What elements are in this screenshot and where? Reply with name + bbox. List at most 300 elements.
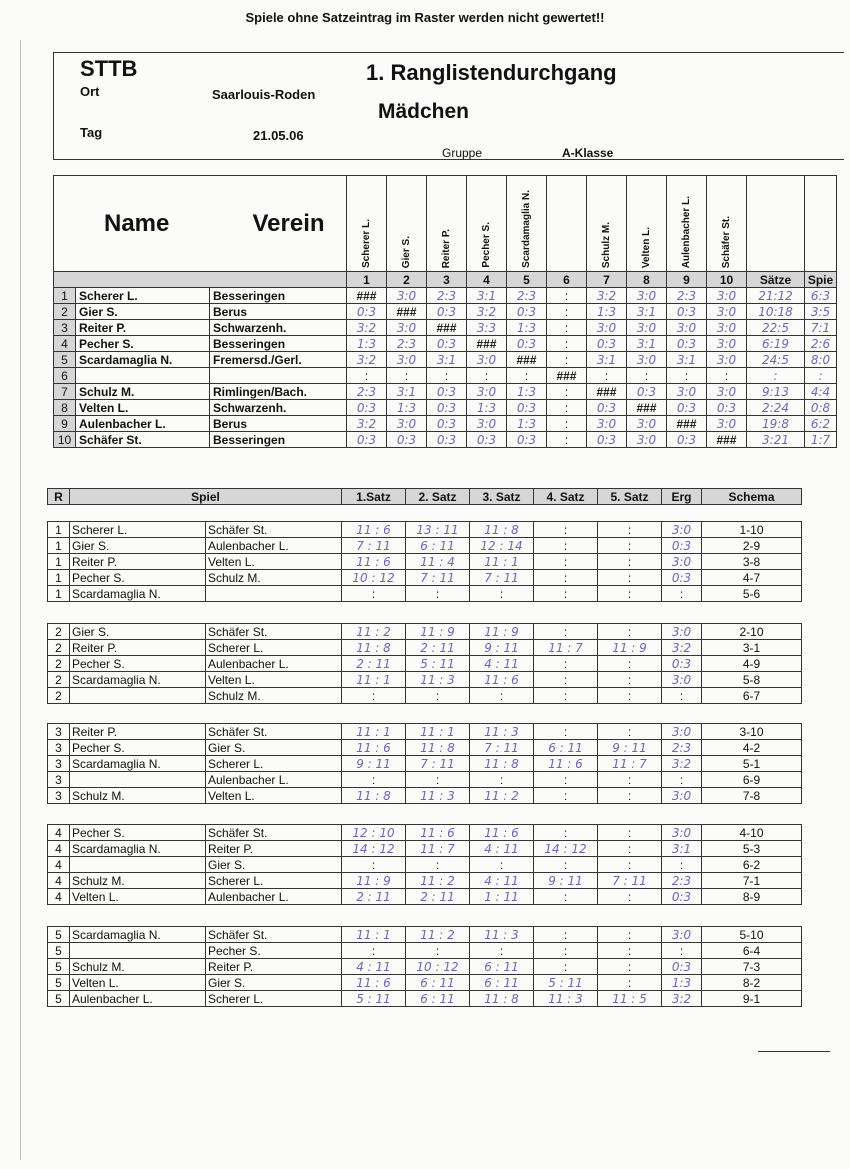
saetze-cell: 9:13 bbox=[747, 384, 805, 400]
player-two: Reiter P. bbox=[206, 959, 342, 975]
result-cell: 0:3 bbox=[387, 432, 427, 448]
col-header-player bbox=[667, 176, 707, 272]
set-score: : bbox=[534, 688, 598, 704]
match-result: 0:3 bbox=[662, 570, 702, 586]
set-score: : bbox=[406, 586, 470, 602]
set-score: : bbox=[598, 889, 662, 905]
set-score: : bbox=[534, 788, 598, 804]
schema-value: 5-10 bbox=[702, 927, 802, 943]
schema-value: 6-4 bbox=[702, 943, 802, 959]
result-cell: 3:2 bbox=[467, 304, 507, 320]
saetze-cell: : bbox=[747, 368, 805, 384]
result-cell: 0:3 bbox=[627, 384, 667, 400]
round-number: 4 bbox=[48, 889, 70, 905]
player-club: Besseringen bbox=[210, 288, 347, 304]
set-score: 11 : 1 bbox=[470, 554, 534, 570]
set-score: : bbox=[470, 586, 534, 602]
round-table bbox=[47, 824, 802, 905]
result-cell: 0:3 bbox=[507, 336, 547, 352]
result-cell: : bbox=[547, 304, 587, 320]
player-one: Scardamaglia N. bbox=[70, 586, 206, 602]
set-score: : bbox=[406, 857, 470, 873]
spiele-header: Spie bbox=[805, 272, 837, 288]
result-cell: 3:2 bbox=[347, 352, 387, 368]
player-two: Schäfer St. bbox=[206, 624, 342, 640]
result-cell: 0:3 bbox=[667, 336, 707, 352]
col-player-label: Reiter P. bbox=[441, 228, 452, 268]
player-name: Aulenbacher L. bbox=[76, 416, 210, 432]
result-cell: 2:3 bbox=[507, 288, 547, 304]
schema-value: 6-9 bbox=[702, 772, 802, 788]
result-cell: : bbox=[667, 368, 707, 384]
set-score: : bbox=[598, 688, 662, 704]
player-two: Schulz M. bbox=[206, 570, 342, 586]
result-cell: 3:0 bbox=[587, 416, 627, 432]
set-score: : bbox=[470, 943, 534, 959]
schema-value: 9-1 bbox=[702, 991, 802, 1007]
col-header-player bbox=[347, 176, 387, 272]
match-result: 3:0 bbox=[662, 825, 702, 841]
match-row bbox=[48, 640, 802, 656]
result-cell: 0:3 bbox=[667, 432, 707, 448]
result-cell: 3:0 bbox=[467, 416, 507, 432]
player-one: Pecher S. bbox=[70, 825, 206, 841]
player-one: Reiter P. bbox=[70, 554, 206, 570]
set-score: : bbox=[342, 857, 406, 873]
round-number: 1 bbox=[48, 570, 70, 586]
match-result: 3:0 bbox=[662, 522, 702, 538]
ranking-row bbox=[54, 384, 837, 400]
saetze-cell: 3:21 bbox=[747, 432, 805, 448]
round-number: 4 bbox=[48, 841, 70, 857]
set-score: : bbox=[598, 788, 662, 804]
set-score: : bbox=[342, 943, 406, 959]
set-score: 11 : 9 bbox=[342, 873, 406, 889]
set-score: 11 : 6 bbox=[470, 672, 534, 688]
col-number: 5 bbox=[507, 272, 547, 288]
player-club bbox=[210, 368, 347, 384]
round-number: 5 bbox=[48, 927, 70, 943]
result-cell: 1:3 bbox=[387, 400, 427, 416]
spiele-cell: 1:7 bbox=[805, 432, 837, 448]
matches-col-header: 4. Satz bbox=[534, 489, 598, 505]
set-score: 11 : 7 bbox=[598, 756, 662, 772]
result-cell: : bbox=[627, 368, 667, 384]
schema-value: 5-3 bbox=[702, 841, 802, 857]
round-number: 1 bbox=[48, 586, 70, 602]
result-cell: 3:0 bbox=[707, 288, 747, 304]
result-cell: : bbox=[347, 368, 387, 384]
player-name: Pecher S. bbox=[76, 336, 210, 352]
spiele-cell: : bbox=[805, 368, 837, 384]
match-result: 0:3 bbox=[662, 656, 702, 672]
set-score: 11 : 8 bbox=[470, 522, 534, 538]
set-score: 7 : 11 bbox=[342, 538, 406, 554]
player-two: Aulenbacher L. bbox=[206, 538, 342, 554]
round-number: 2 bbox=[48, 656, 70, 672]
result-cell: : bbox=[387, 368, 427, 384]
col-number: 3 bbox=[427, 272, 467, 288]
match-result: 3:0 bbox=[662, 554, 702, 570]
set-score: 11 : 3 bbox=[406, 788, 470, 804]
schema-value: 5-1 bbox=[702, 756, 802, 772]
matches-col-header: Erg bbox=[662, 489, 702, 505]
col-number: 7 bbox=[587, 272, 627, 288]
col-player-label: Gier S. bbox=[401, 235, 412, 268]
diagonal-cell: ### bbox=[387, 304, 427, 320]
set-score: : bbox=[342, 688, 406, 704]
set-score: 12 : 10 bbox=[342, 825, 406, 841]
result-cell: 3:2 bbox=[347, 416, 387, 432]
result-cell: 3:3 bbox=[467, 320, 507, 336]
round-number: 5 bbox=[48, 959, 70, 975]
row-number: 4 bbox=[54, 336, 76, 352]
match-row bbox=[48, 554, 802, 570]
schema-value: 8-2 bbox=[702, 975, 802, 991]
set-score: 11 : 8 bbox=[342, 788, 406, 804]
set-score: 11 : 2 bbox=[342, 624, 406, 640]
set-score: 11 : 6 bbox=[534, 756, 598, 772]
saetze-cell: 10:18 bbox=[747, 304, 805, 320]
row-number: 7 bbox=[54, 384, 76, 400]
schema-value: 4-10 bbox=[702, 825, 802, 841]
schema-value: 3-1 bbox=[702, 640, 802, 656]
result-cell: 0:3 bbox=[587, 400, 627, 416]
player-one: Velten L. bbox=[70, 889, 206, 905]
player-two: Reiter P. bbox=[206, 841, 342, 857]
schema-value: 6-2 bbox=[702, 857, 802, 873]
result-cell: 1:3 bbox=[507, 384, 547, 400]
round-table bbox=[47, 623, 802, 704]
set-score: 11 : 6 bbox=[342, 522, 406, 538]
col-header-player bbox=[467, 176, 507, 272]
player-club: Berus bbox=[210, 416, 347, 432]
player-two: Aulenbacher L. bbox=[206, 889, 342, 905]
player-two: Gier S. bbox=[206, 857, 342, 873]
set-score: : bbox=[598, 841, 662, 857]
saetze-cell: 21:12 bbox=[747, 288, 805, 304]
set-score: 4 : 11 bbox=[470, 841, 534, 857]
match-result: 3:0 bbox=[662, 672, 702, 688]
col-header-player bbox=[627, 176, 667, 272]
ort-label: Ort bbox=[80, 84, 100, 99]
player-name: Velten L. bbox=[76, 400, 210, 416]
result-cell: 1:3 bbox=[587, 304, 627, 320]
set-score: 2 : 11 bbox=[342, 656, 406, 672]
set-score: : bbox=[598, 656, 662, 672]
player-one: Reiter P. bbox=[70, 640, 206, 656]
set-score: 11 : 6 bbox=[342, 554, 406, 570]
set-score: 12 : 14 bbox=[470, 538, 534, 554]
match-result: 3:0 bbox=[662, 724, 702, 740]
set-score: 2 : 11 bbox=[342, 889, 406, 905]
matches-header bbox=[47, 488, 802, 505]
result-cell: : bbox=[467, 368, 507, 384]
player-two: Aulenbacher L. bbox=[206, 656, 342, 672]
round-table bbox=[47, 723, 802, 804]
player-name: Gier S. bbox=[76, 304, 210, 320]
klasse-value: A-Klasse bbox=[562, 146, 614, 160]
player-one bbox=[70, 943, 206, 959]
matches-col-header: 3. Satz bbox=[470, 489, 534, 505]
match-result: 1:3 bbox=[662, 975, 702, 991]
set-score: : bbox=[534, 772, 598, 788]
set-score: : bbox=[534, 538, 598, 554]
result-cell: 0:3 bbox=[467, 432, 507, 448]
result-cell: 0:3 bbox=[427, 384, 467, 400]
player-one: Gier S. bbox=[70, 624, 206, 640]
set-score: 11 : 4 bbox=[406, 554, 470, 570]
set-score: 11 : 1 bbox=[342, 724, 406, 740]
set-score: : bbox=[406, 943, 470, 959]
round-number: 2 bbox=[48, 672, 70, 688]
player-club: Besseringen bbox=[210, 432, 347, 448]
result-cell: 0:3 bbox=[667, 304, 707, 320]
set-score: 9 : 11 bbox=[598, 740, 662, 756]
result-cell: : bbox=[547, 400, 587, 416]
set-score: 4 : 11 bbox=[470, 656, 534, 672]
result-cell: 3:1 bbox=[627, 336, 667, 352]
result-cell: 3:0 bbox=[667, 384, 707, 400]
match-result: 3:0 bbox=[662, 788, 702, 804]
result-cell: 0:3 bbox=[507, 432, 547, 448]
schema-value: 5-6 bbox=[702, 586, 802, 602]
player-one bbox=[70, 688, 206, 704]
player-two: Schulz M. bbox=[206, 688, 342, 704]
player-one: Gier S. bbox=[70, 538, 206, 554]
player-two: Scherer L. bbox=[206, 756, 342, 772]
result-cell: 0:3 bbox=[427, 304, 467, 320]
player-two: Velten L. bbox=[206, 672, 342, 688]
set-score: : bbox=[598, 724, 662, 740]
round-number: 1 bbox=[48, 554, 70, 570]
player-one bbox=[70, 772, 206, 788]
match-row bbox=[48, 672, 802, 688]
round-number: 3 bbox=[48, 756, 70, 772]
set-score: 6 : 11 bbox=[406, 538, 470, 554]
col-header-player bbox=[587, 176, 627, 272]
player-two: Scherer L. bbox=[206, 873, 342, 889]
set-score: : bbox=[534, 624, 598, 640]
player-two: Gier S. bbox=[206, 975, 342, 991]
set-score: 11 : 6 bbox=[342, 975, 406, 991]
result-cell: : bbox=[547, 416, 587, 432]
diagonal-cell: ### bbox=[707, 432, 747, 448]
row-number: 8 bbox=[54, 400, 76, 416]
set-score: 2 : 11 bbox=[406, 889, 470, 905]
spiele-cell: 7:1 bbox=[805, 320, 837, 336]
col-number: 2 bbox=[387, 272, 427, 288]
player-one: Schulz M. bbox=[70, 873, 206, 889]
result-cell: 0:3 bbox=[427, 336, 467, 352]
col-header-player bbox=[387, 176, 427, 272]
set-score: 5 : 11 bbox=[406, 656, 470, 672]
round-table bbox=[47, 926, 802, 1007]
set-score: 11 : 6 bbox=[342, 740, 406, 756]
set-score: : bbox=[534, 586, 598, 602]
player-two: Scherer L. bbox=[206, 991, 342, 1007]
player-one bbox=[70, 857, 206, 873]
col-header-player bbox=[547, 176, 587, 272]
matches-col-header: 2. Satz bbox=[406, 489, 470, 505]
ranking-row bbox=[54, 304, 837, 320]
set-score: : bbox=[598, 825, 662, 841]
match-row bbox=[48, 857, 802, 873]
player-name: Scardamaglia N. bbox=[76, 352, 210, 368]
result-cell: 3:1 bbox=[667, 352, 707, 368]
schema-value: 6-7 bbox=[702, 688, 802, 704]
set-score: : bbox=[598, 772, 662, 788]
player-club: Fremersd./Gerl. bbox=[210, 352, 347, 368]
col-number: 8 bbox=[627, 272, 667, 288]
col-player-label: Scardamaglia N. bbox=[521, 190, 532, 268]
match-result: 0:3 bbox=[662, 889, 702, 905]
result-cell: : bbox=[547, 432, 587, 448]
match-row bbox=[48, 959, 802, 975]
match-row bbox=[48, 943, 802, 959]
result-cell: 3:0 bbox=[707, 352, 747, 368]
result-cell: 3:0 bbox=[627, 432, 667, 448]
player-one: Aulenbacher L. bbox=[70, 991, 206, 1007]
header-shade bbox=[54, 272, 347, 288]
set-score: : bbox=[534, 554, 598, 570]
player-one: Scardamaglia N. bbox=[70, 927, 206, 943]
match-row bbox=[48, 889, 802, 905]
player-two: Scherer L. bbox=[206, 640, 342, 656]
diagonal-cell: ### bbox=[627, 400, 667, 416]
set-score: 7 : 11 bbox=[598, 873, 662, 889]
set-score: 11 : 7 bbox=[406, 841, 470, 857]
set-score: 11 : 3 bbox=[406, 672, 470, 688]
result-cell: 3:1 bbox=[387, 384, 427, 400]
verein-header: Verein bbox=[210, 176, 347, 272]
round-number: 1 bbox=[48, 522, 70, 538]
match-result: 2:3 bbox=[662, 740, 702, 756]
player-two: Schäfer St. bbox=[206, 927, 342, 943]
match-row bbox=[48, 841, 802, 857]
result-cell: 3:2 bbox=[347, 320, 387, 336]
set-score: 11 : 3 bbox=[470, 927, 534, 943]
row-number: 3 bbox=[54, 320, 76, 336]
schema-value: 7-3 bbox=[702, 959, 802, 975]
match-row bbox=[48, 570, 802, 586]
saetze-header: Sätze bbox=[747, 272, 805, 288]
col-player-label: Schulz M. bbox=[601, 221, 612, 268]
round-number: 3 bbox=[48, 772, 70, 788]
set-score: 5 : 11 bbox=[342, 991, 406, 1007]
diagonal-cell: ### bbox=[507, 352, 547, 368]
result-cell: 3:1 bbox=[587, 352, 627, 368]
result-cell: 1:3 bbox=[507, 320, 547, 336]
col-player-label: Scherer L. bbox=[361, 219, 372, 268]
result-cell: 1:3 bbox=[507, 416, 547, 432]
result-cell: 3:0 bbox=[387, 352, 427, 368]
diagonal-cell: ### bbox=[667, 416, 707, 432]
result-cell: 0:3 bbox=[587, 336, 627, 352]
matches-col-header: 5. Satz bbox=[598, 489, 662, 505]
spiele-cell: 8:0 bbox=[805, 352, 837, 368]
match-result: 3:2 bbox=[662, 756, 702, 772]
set-score: : bbox=[598, 927, 662, 943]
result-cell: 3:0 bbox=[467, 384, 507, 400]
set-score: 1 : 11 bbox=[470, 889, 534, 905]
col-header-player bbox=[427, 176, 467, 272]
schema-value: 2-9 bbox=[702, 538, 802, 554]
result-cell: 3:0 bbox=[707, 384, 747, 400]
set-score: 11 : 9 bbox=[598, 640, 662, 656]
set-score: 10 : 12 bbox=[406, 959, 470, 975]
match-result: : bbox=[662, 857, 702, 873]
result-cell: 3:0 bbox=[667, 320, 707, 336]
result-cell: : bbox=[547, 288, 587, 304]
set-score: 7 : 11 bbox=[470, 570, 534, 586]
set-score: 2 : 11 bbox=[406, 640, 470, 656]
player-club: Rimlingen/Bach. bbox=[210, 384, 347, 400]
set-score: : bbox=[598, 857, 662, 873]
player-club: Besseringen bbox=[210, 336, 347, 352]
round-number: 1 bbox=[48, 538, 70, 554]
round-number: 4 bbox=[48, 857, 70, 873]
set-score: : bbox=[342, 772, 406, 788]
result-cell: 3:0 bbox=[627, 288, 667, 304]
player-club: Schwarzenh. bbox=[210, 400, 347, 416]
set-score: 6 : 11 bbox=[406, 991, 470, 1007]
spiele-cell: 6:3 bbox=[805, 288, 837, 304]
set-score: : bbox=[598, 959, 662, 975]
result-cell: 0:3 bbox=[427, 400, 467, 416]
set-score: : bbox=[406, 688, 470, 704]
result-cell: 3:1 bbox=[627, 304, 667, 320]
result-cell: 3:0 bbox=[707, 336, 747, 352]
set-score: : bbox=[534, 857, 598, 873]
set-score: 4 : 11 bbox=[470, 873, 534, 889]
match-row bbox=[48, 927, 802, 943]
row-number: 9 bbox=[54, 416, 76, 432]
set-score: 9 : 11 bbox=[342, 756, 406, 772]
row-number: 6 bbox=[54, 368, 76, 384]
result-cell: 3:1 bbox=[427, 352, 467, 368]
tag-value: 21.05.06 bbox=[253, 128, 304, 143]
result-cell: 3:2 bbox=[587, 288, 627, 304]
player-one: Scardamaglia N. bbox=[70, 841, 206, 857]
set-score: 10 : 12 bbox=[342, 570, 406, 586]
ranking-row bbox=[54, 336, 837, 352]
set-score: 14 : 12 bbox=[534, 841, 598, 857]
player-one: Schulz M. bbox=[70, 788, 206, 804]
ranking-row bbox=[54, 416, 837, 432]
match-result: : bbox=[662, 586, 702, 602]
row-number: 1 bbox=[54, 288, 76, 304]
set-score: 11 : 9 bbox=[470, 624, 534, 640]
set-score: : bbox=[534, 724, 598, 740]
set-score: : bbox=[534, 927, 598, 943]
match-result: 0:3 bbox=[662, 959, 702, 975]
player-name bbox=[76, 368, 210, 384]
set-score: 6 : 11 bbox=[406, 975, 470, 991]
player-two: Schäfer St. bbox=[206, 522, 342, 538]
set-score: 4 : 11 bbox=[342, 959, 406, 975]
set-score: 13 : 11 bbox=[406, 522, 470, 538]
page-title: 1. Ranglistendurchgang bbox=[366, 60, 617, 85]
player-two bbox=[206, 586, 342, 602]
result-cell: 3:0 bbox=[387, 288, 427, 304]
match-result: 3:2 bbox=[662, 640, 702, 656]
match-result: : bbox=[662, 772, 702, 788]
set-score: : bbox=[598, 624, 662, 640]
set-score: : bbox=[534, 522, 598, 538]
result-cell: 2:3 bbox=[427, 288, 467, 304]
set-score: : bbox=[534, 672, 598, 688]
